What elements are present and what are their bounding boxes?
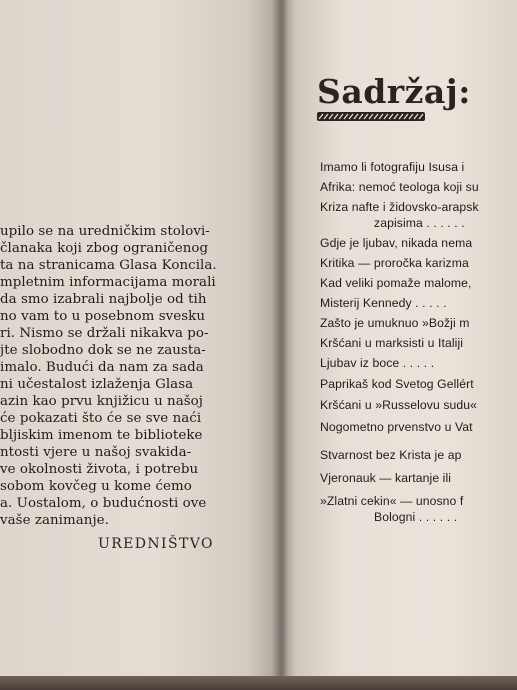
toc-entry: Nogometno prvenstvo u Vat (320, 420, 473, 434)
toc-entry: Stvarnost bez Krista je ap (320, 448, 462, 462)
right-page (282, 0, 517, 690)
editorial-signature: UREDNIŠTVO (98, 536, 214, 552)
toc-entry: Gdje je ljubav, nikada nema (320, 236, 473, 250)
preface-line: jte slobodno dok se ne zausta- (0, 343, 206, 358)
preface-line: sobom kovčeg u kome ćemo (0, 479, 192, 494)
preface-line: da smo izabrali najbolje od tih (0, 292, 207, 307)
preface-line: imalo. Budući da nam za sada (0, 360, 204, 375)
toc-entry: Paprikaš kod Svetog Gellért (320, 377, 474, 391)
toc-entry: Kritika — proročka karizma (320, 256, 469, 270)
toc-entry: Ljubav iz boce . . . . . (320, 356, 435, 370)
preface-line: ntosti vjere u našoj svakida- (0, 445, 192, 460)
toc-entry: Kršćani u »Russelovu sudu« (320, 398, 478, 412)
toc-entry: Kršćani u marksisti u Italiji (320, 336, 464, 350)
toc-entry: »Zlatni cekin« — unosno f (320, 494, 464, 508)
preface-line: vaše zanimanje. (0, 513, 109, 528)
preface-line: članaka koji zbog ograničenog (0, 241, 209, 256)
preface-line: mpletnim informacijama morali (0, 275, 216, 290)
toc-entry-continuation: zapisima . . . . . . (374, 216, 465, 230)
toc-entry: Imamo li fotografiju Isusa i (320, 160, 465, 174)
table-surface (0, 676, 517, 690)
preface-line: ri. Nismo se držali nikakva po- (0, 326, 209, 341)
toc-entry: Kriza nafte i židovsko-arapsk (320, 200, 479, 214)
title-ornament (317, 112, 425, 121)
preface-line: azin kao prvu knjižicu u našoj (0, 394, 203, 409)
preface-line: ta na stranicama Glasa Koncila. (0, 258, 217, 273)
preface-line: ve okolnosti života, i potrebu (0, 462, 199, 477)
contents-title: Sadržaj: (317, 72, 471, 111)
toc-entry: Afrika: nemoć teologa koji su (320, 180, 479, 194)
preface-line: upilo se na uredničkim stolovi- (0, 224, 210, 239)
preface-line: no vam to u posebnom svesku (0, 309, 205, 324)
toc-entry: Misterij Kennedy . . . . . (320, 296, 447, 310)
preface-line: a. Uostalom, o budućnosti ove (0, 496, 207, 511)
preface-line: će pokazati što će se sve naći (0, 411, 202, 426)
toc-entry: Kad veliki pomaže malome, (320, 276, 472, 290)
preface-line: ni učestalost izlaženja Glasa (0, 377, 194, 392)
toc-entry-continuation: Bologni . . . . . . (374, 510, 458, 524)
book-gutter (272, 0, 288, 690)
toc-entry: Zašto je umuknuo »Božji m (320, 316, 470, 330)
toc-entry: Vjeronauk — kartanje ili (320, 471, 452, 485)
preface-line: bljiskim imenom te biblioteke (0, 428, 203, 443)
